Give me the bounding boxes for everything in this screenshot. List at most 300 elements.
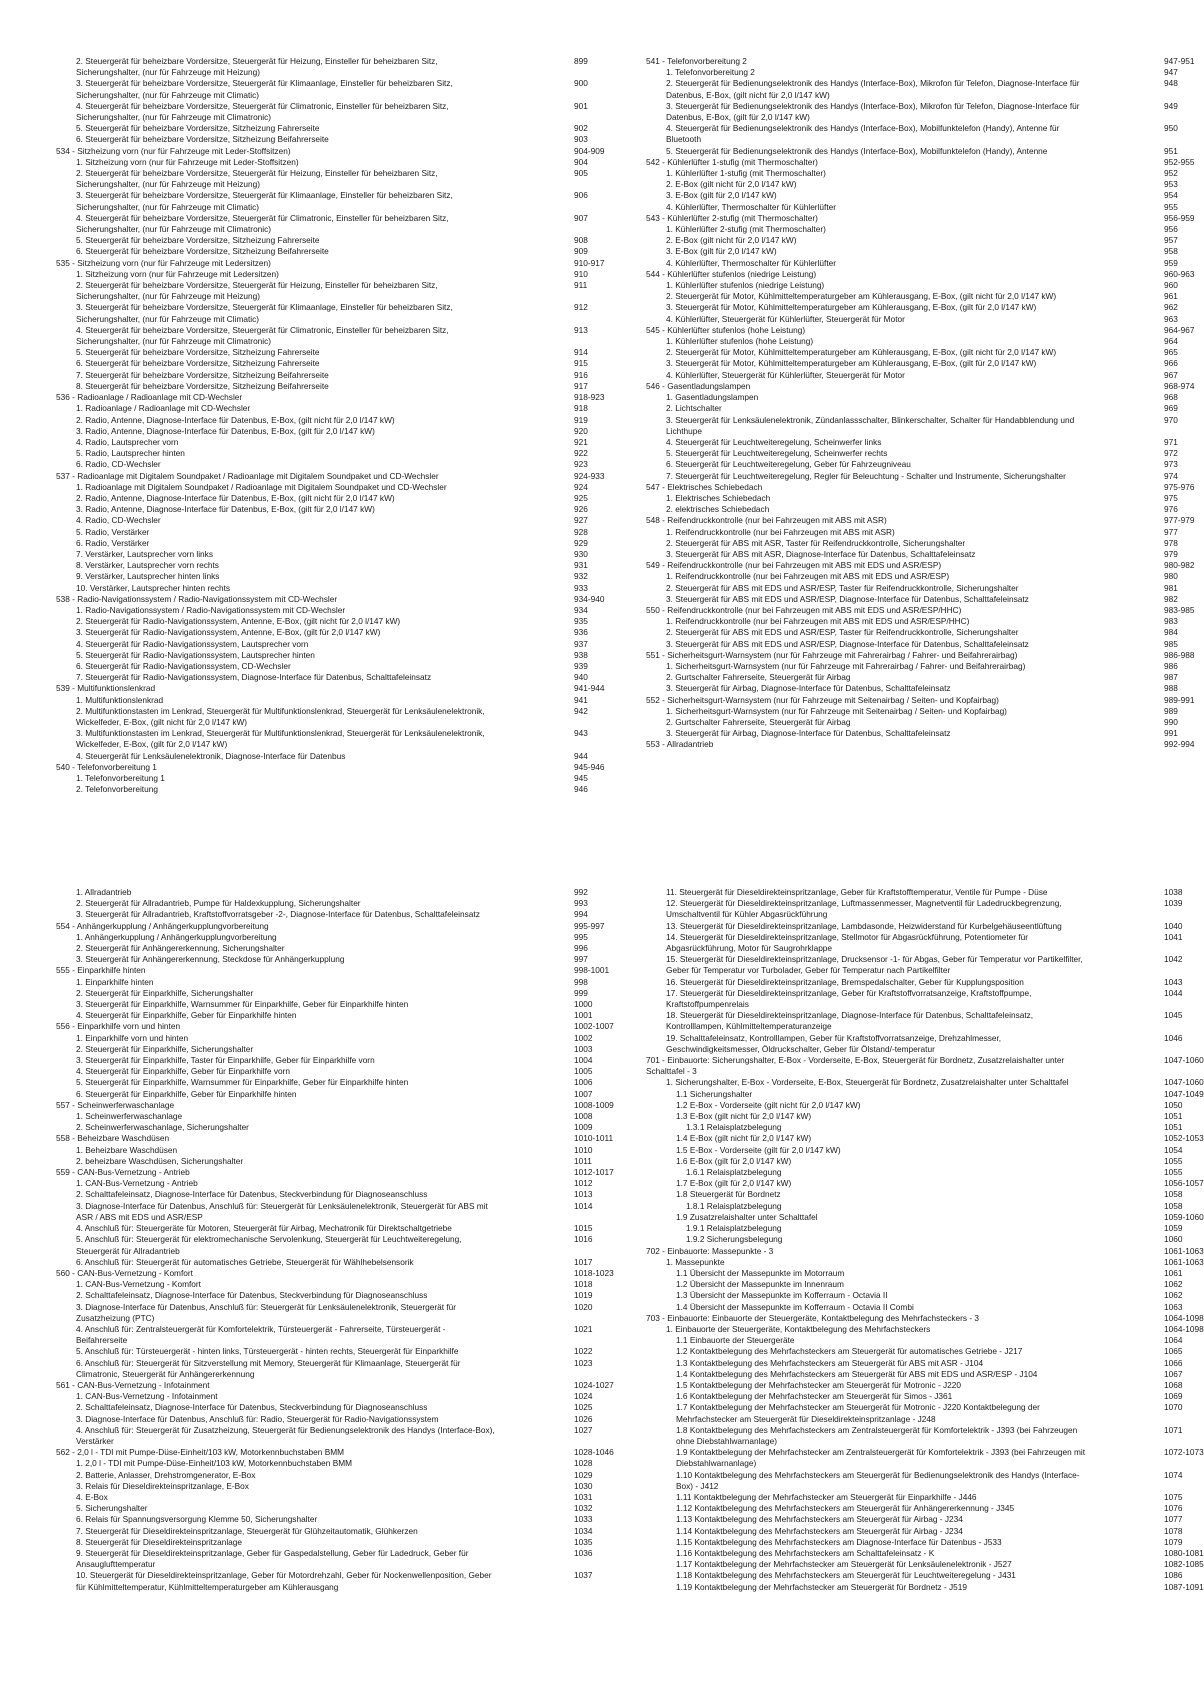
toc-entry	[56, 1223, 614, 1234]
toc-entry-title: 537 - Radioanlage mit Digitalem Soundpaket / Radioanlage mit Digitalem Soundpaket und CD-Wechsler	[56, 470, 439, 481]
toc-entry	[56, 1033, 614, 1044]
toc-entry-title: 1. CAN-Bus-Vernetzung - Komfort	[76, 1279, 201, 1290]
toc-entry-page: 992	[574, 887, 588, 897]
toc-entry-title: 4. Steuergerät für beheizbare Vordersitze, Steuergerät für Climatronic, Einsteller für beheizbaren Sitz, Sicherungshalter, (nur für Fahrzeuge mit Climatronic)	[76, 212, 449, 235]
toc-entry-page: 1074	[1164, 1469, 1183, 1480]
toc-entry-title: 8. Verstärker, Lautsprecher vorn rechts	[76, 560, 219, 571]
toc-entry-title: 3. Diagnose-Interface für Datenbus, Anschluß für: Steuergerät für Lenksäulenelektronik, Steuergerät für ABS mit ASR / ABS mit EDS und ASR/ESP	[76, 1200, 488, 1222]
toc-entry-title: 1. Sicherheitsgurt-Warnsystem (nur für Fahrzeuge mit Fahrerairbag / Fahrer- und Beifahrerairbag)	[666, 660, 1026, 671]
toc-entry	[56, 1470, 614, 1481]
toc-entry	[646, 1402, 1204, 1424]
toc-entry-title: 541 - Telefonvorbereitung 2	[646, 56, 747, 66]
toc-section	[646, 482, 1194, 493]
toc-entry-page: 928	[574, 526, 588, 537]
toc-entry	[56, 1346, 614, 1357]
toc-entry-title: 6. Steuergerät für beheizbare Vordersitze, Sitzheizung Fahrerseite	[76, 358, 320, 369]
toc-entry-title: 550 - Reifendruckkontrolle (nur bei Fahrzeugen mit ABS mit EDS und ASR/ESP/HHC)	[646, 604, 962, 615]
toc-entry	[56, 1189, 614, 1200]
toc-entry-page: 975-976	[1164, 481, 1195, 492]
toc-entry-title: 1.14 Kontaktbelegung des Mehrfachsteckers am Steuergerät für Airbag - J234	[676, 1525, 963, 1536]
toc-entry-title: 1. Sitzheizung vorn (nur für Fahrzeuge mit Leder-Stoffsitzen)	[76, 156, 299, 167]
toc-entry-title: 1.4 E-Box (gilt nicht für 2,0 l/147 kW)	[676, 1133, 812, 1144]
toc-entry	[646, 459, 1194, 470]
toc-entry-title: 4. Steuergerät für Leuchtweiteregelung, Scheinwerfer links	[666, 436, 882, 447]
toc-entry	[56, 1503, 614, 1514]
toc-entry-title: 1. CAN-Bus-Vernetzung - Antrieb	[76, 1178, 198, 1189]
toc-entry	[56, 1425, 614, 1447]
toc-entry-page: 958	[1164, 246, 1178, 257]
toc-entry	[56, 695, 604, 706]
toc-entry	[56, 909, 614, 920]
toc-entry-page: 977-979	[1164, 515, 1195, 526]
toc-entry-page: 1010-1011	[574, 1133, 614, 1144]
toc-entry-page: 1078	[1164, 1525, 1183, 1536]
toc-entry-title: 1.2 Kontaktbelegung des Mehrfachsteckers am Steuergerät für automatisches Getriebe - J217	[676, 1346, 1023, 1357]
toc-entry-title: 1.9.1 Relaisplatzbelegung	[686, 1223, 782, 1234]
toc-entry	[56, 1234, 614, 1256]
toc-entry-page: 905	[574, 168, 588, 179]
toc-entry-title: 1.18 Kontaktbelegung des Mehrfachsteckers am Steuergerät für Leuchtweiteregelung - J431	[676, 1570, 1016, 1581]
toc-entry-title: 5. Steuergerät für beheizbare Vordersitze, Sitzheizung Fahrerseite	[76, 235, 320, 246]
toc-entry-title: 4. Steuergerät für beheizbare Vordersitze, Steuergerät für Climatronic, Einsteller für beheizbaren Sitz, Sicherungshalter, (nur für Fahrzeuge mit Climatronic)	[76, 100, 449, 123]
toc-entry-page: 910-917	[574, 257, 605, 268]
toc-entry	[646, 932, 1204, 954]
toc-entry-page: 1022	[574, 1346, 593, 1357]
toc-entry-page: 961	[1164, 291, 1178, 302]
toc-entry-title: 7. Steuergerät für Radio-Navigationssystem, Diagnose-Interface für Datenbus, Schalttafeleinsatz	[76, 672, 432, 683]
toc-entry-page: 899	[574, 56, 588, 66]
toc-entry-title: 2. Steuergerät für ABS mit EDS und ASR/ESP, Taster für Reifendruckkontrolle, Sicherungshalter	[666, 582, 1019, 593]
toc-entry-title: 545 - Kühlerlüfter stufenlos (hohe Leistung)	[646, 324, 806, 335]
toc-entry-page: 989	[1164, 705, 1178, 716]
toc-entry-page: 998-1001	[574, 965, 610, 976]
toc-section	[56, 258, 604, 269]
toc-entry-title: 4. Kühlerlüfter, Steuergerät für Kühlerlüfter, Steuergerät für Motor	[666, 313, 905, 324]
toc-entry-title: 2. Batterie, Anlasser, Drehstromgenerator, E-Box	[76, 1469, 256, 1480]
toc-entry-title: 2. Radio, Antenne, Diagnose-Interface für Datenbus, E-Box, (gilt nicht für 2,0 l/147 kW)	[76, 492, 395, 503]
toc-entry-page: 1067	[1164, 1368, 1183, 1379]
toc-section	[646, 213, 1194, 224]
toc-entry-title: 1. Radioanlage / Radioanlage mit CD-Wechsler	[76, 403, 251, 414]
toc-entry-page: 1017	[574, 1256, 593, 1267]
toc-entry	[646, 336, 1194, 347]
toc-entry-title: 1. Einparkhilfe vorn und hinten	[76, 1032, 189, 1043]
toc-entry	[646, 1145, 1204, 1156]
toc-entry-page: 968	[1164, 392, 1178, 403]
toc-entry-title: 4. Steuergerät für Einparkhilfe, Geber für Einparkhilfe hinten	[76, 1010, 297, 1021]
toc-entry	[646, 898, 1204, 920]
toc-entry-page: 921	[574, 436, 588, 447]
toc-entry	[56, 1458, 614, 1469]
toc-entry-page: 916	[574, 369, 588, 380]
toc-entry-title: 1. Radio-Navigationssystem / Radio-Navigationssystem mit CD-Wechsler	[76, 604, 346, 615]
toc-entry-page: 1051	[1164, 1122, 1183, 1133]
toc-entry-page: 1028	[574, 1458, 593, 1469]
toc-entry-page: 982	[1164, 593, 1178, 604]
toc-entry-title: 548 - Reifendruckkontrolle (nur bei Fahrzeugen mit ABS mit ASR)	[646, 515, 887, 526]
toc-entry	[646, 146, 1194, 157]
toc-entry	[56, 988, 614, 999]
toc-entry	[56, 1257, 614, 1268]
toc-entry-title: 3. Steuergerät für Einparkhilfe, Warnsummer für Einparkhilfe, Geber für Einparkhilfe hinten	[76, 999, 409, 1010]
toc-entry-page: 976	[1164, 504, 1178, 515]
toc-entry-title: 1.3 E-Box (gilt nicht für 2,0 l/147 kW)	[676, 1111, 812, 1122]
toc-entry	[56, 773, 604, 784]
toc-entry-page: 902	[574, 123, 588, 134]
toc-entry	[56, 583, 604, 594]
toc-bottom-left	[56, 887, 614, 1593]
toc-entry	[646, 370, 1194, 381]
toc-entry-title: 1.19 Kontaktbelegung der Mehrfachstecker am Steuergerät für Bordnetz - J519	[676, 1581, 968, 1592]
toc-entry-page: 1005	[574, 1066, 593, 1077]
toc-entry-page: 1038	[1164, 887, 1183, 897]
toc-entry	[56, 1358, 614, 1380]
toc-entry-title: 554 - Anhängerkupplung / Anhängerkupplungvorbereitung	[56, 920, 269, 931]
toc-bottom-right	[646, 887, 1204, 1593]
toc-entry	[646, 706, 1194, 717]
toc-entry-title: 2. Telefonvorbereitung	[76, 784, 158, 795]
toc-entry-page: 970	[1164, 414, 1178, 425]
toc-entry-title: 1.17 Kontaktbelegung der Mehrfachstecker am Steuergerät für Lenksäulenelektronik - J527	[676, 1559, 1012, 1570]
toc-entry-page: 1071	[1164, 1424, 1183, 1435]
toc-entry-title: 561 - CAN-Bus-Vernetzung - Infotainment	[56, 1379, 210, 1390]
toc-section	[646, 269, 1194, 280]
toc-entry	[56, 1089, 614, 1100]
toc-entry-title: 1.1 Sicherungshalter	[676, 1088, 753, 1099]
toc-entry-title: 3. Steuergerät für Motor, Kühlmitteltemperaturgeber am Kühlerausgang, E-Box, (gilt für 2,0 l/147 kW)	[666, 302, 1037, 313]
toc-entry-page: 1068	[1164, 1379, 1183, 1390]
toc-entry-page: 1004	[574, 1055, 593, 1066]
toc-entry-title: 1.3.1 Relaisplatzbelegung	[686, 1122, 782, 1133]
toc-entry-title: 546 - Gasentladungslampen	[646, 380, 751, 391]
toc-entry-title: 5. Steuergerät für beheizbare Vordersitze, Sitzheizung Fahrerseite	[76, 347, 320, 358]
toc-entry-title: 2. Schalttafeleinsatz, Diagnose-Interface für Datenbus, Steckverbindung für Diagnoseanschluss	[76, 1290, 428, 1301]
toc-entry-page: 1040	[1164, 920, 1183, 931]
toc-entry-page: 946	[574, 784, 588, 795]
toc-entry	[646, 280, 1194, 291]
toc-entry-title: 559 - CAN-Bus-Vernetzung - Antrieb	[56, 1167, 190, 1178]
toc-entry	[646, 302, 1194, 313]
toc-entry-title: 1.8 Kontaktbelegung des Mehrfachsteckers am Zentralsteuergerät für Komfortelektrik - J393 (bei Fahrzeugen ohne Diebstahlwarnanlage)	[676, 1424, 1078, 1446]
toc-entry	[56, 661, 604, 672]
toc-entry-page: 937	[574, 638, 588, 649]
toc-entry	[56, 1122, 614, 1133]
toc-section	[646, 560, 1194, 571]
toc-section	[56, 1133, 614, 1144]
toc-entry-title: 1.2 E-Box - Vorderseite (gilt nicht für 2,0 l/147 kW)	[676, 1099, 861, 1110]
toc-entry	[646, 1346, 1204, 1357]
toc-entry-title: 1.16 Kontaktbelegung des Mehrfachsteckers am Schalttafeleinsatz - K	[676, 1547, 935, 1558]
toc-entry	[646, 1526, 1204, 1537]
toc-entry-title: 1.1 Übersicht der Massepunkte im Motorraum	[676, 1267, 845, 1278]
toc-entry	[56, 1302, 614, 1324]
toc-entry-title: 6. Steuergerät für Radio-Navigationssystem, CD-Wechsler	[76, 660, 291, 671]
toc-entry-page: 1029	[574, 1469, 593, 1480]
toc-top-left	[56, 56, 604, 795]
toc-entry-page: 954	[1164, 190, 1178, 201]
toc-entry-page: 949	[1164, 100, 1178, 111]
toc-entry-title: 1.9 Zusatzrelaishalter unter Schalttafel	[676, 1211, 818, 1222]
toc-entry	[646, 988, 1204, 1010]
toc-entry	[646, 921, 1204, 932]
toc-entry-page: 997	[574, 954, 588, 965]
toc-entry-title: 1.8 Steuergerät für Bordnetz	[676, 1189, 781, 1200]
toc-entry-page: 971	[1164, 436, 1178, 447]
toc-entry-title: 534 - Sitzheizung vorn (nur für Fahrzeuge mit Leder-Stoffsitzen)	[56, 145, 291, 156]
toc-entry	[56, 482, 604, 493]
toc-entry-title: 5. Steuergerät für Einparkhilfe, Warnsummer für Einparkhilfe, Geber für Einparkhilfe hinten	[76, 1077, 409, 1088]
toc-entry-title: 1. Sitzheizung vorn (nur für Fahrzeuge mit Ledersitzen)	[76, 268, 279, 279]
toc-entry	[56, 1324, 614, 1346]
toc-entry-page: 985	[1164, 638, 1178, 649]
toc-entry-page: 1028-1046	[574, 1447, 614, 1458]
toc-entry	[56, 1391, 614, 1402]
toc-entry-title: 1.3 Übersicht der Massepunkte im Kofferraum - Octavia II	[676, 1290, 888, 1301]
toc-entry-title: 1. Einparkhilfe hinten	[76, 976, 154, 987]
toc-entry-page: 991	[1164, 728, 1178, 739]
toc-entry-title: 1.4 Übersicht der Massepunkte im Kofferraum - Octavia II Combi	[676, 1301, 914, 1312]
toc-entry-title: 1.5 E-Box - Vorderseite (gilt für 2,0 l/147 kW)	[676, 1144, 841, 1155]
toc-entry-page: 926	[574, 504, 588, 515]
toc-entry	[56, 954, 614, 965]
toc-entry-title: 560 - CAN-Bus-Vernetzung - Komfort	[56, 1267, 193, 1278]
toc-entry-title: 1.1 Einbauorte der Steuergeräte	[676, 1335, 795, 1346]
toc-entry-title: 540 - Telefonvorbereitung 1	[56, 761, 157, 772]
toc-entry	[56, 347, 604, 358]
toc-entry-title: 5. Steuergerät für Bedienungselektronik des Handys (Interface-Box), Mobilfunktelefon (Handy), Antenne	[666, 145, 1048, 156]
toc-entry	[646, 1234, 1204, 1245]
toc-entry	[56, 1492, 614, 1503]
toc-entry-page: 1039	[1164, 898, 1183, 909]
toc-section	[56, 1021, 614, 1032]
toc-entry	[56, 134, 604, 145]
toc-entry-page: 964-967	[1164, 324, 1195, 335]
toc-section	[56, 471, 604, 482]
toc-entry-page: 966	[1164, 358, 1178, 369]
toc-entry-page: 955	[1164, 201, 1178, 212]
toc-entry-title: 549 - Reifendruckkontrolle (nur bei Fahrzeugen mit ABS mit EDS und ASR/ESP)	[646, 560, 942, 571]
toc-entry	[56, 784, 604, 795]
toc-entry-title: 702 - Einbauorte: Massepunkte - 3	[646, 1245, 774, 1256]
toc-entry-page: 1021	[574, 1323, 593, 1334]
toc-entry-title: 2. Steuergerät für beheizbare Vordersitze, Steuergerät für Heizung, Einsteller für beheizbaren Sitz, Sicherungshalter, (nur für Fahrzeuge mit Heizung)	[76, 168, 438, 190]
toc-entry-page: 1065	[1164, 1346, 1183, 1357]
toc-entry-page: 1002	[574, 1032, 593, 1043]
toc-entry	[646, 549, 1194, 560]
toc-entry-title: 9. Steuergerät für Dieseldirekteinspritzanlage, Geber für Gaspedalstellung, Geber für Ladedruck, Geber für Ansauglufttemperatur	[76, 1547, 469, 1570]
toc-entry	[56, 1414, 614, 1425]
toc-entry-title: 2. Schalttafeleinsatz, Diagnose-Interface für Datenbus, Steckverbindung für Diagnoseanschluss	[76, 1402, 428, 1413]
toc-entry	[56, 168, 604, 190]
toc-entry-page: 973	[1164, 459, 1178, 470]
toc-entry-page: 1019	[574, 1290, 593, 1301]
toc-entry	[646, 1380, 1204, 1391]
toc-entry-title: 1. Kühlerlüfter 1-stufig (mit Thermoschalter)	[666, 168, 826, 179]
toc-entry-title: 3. Steuergerät für Airbag, Diagnose-Interface für Datenbus, Schalttafeleinsatz	[666, 728, 951, 739]
toc-entry	[646, 67, 1194, 78]
toc-entry	[56, 1201, 614, 1223]
toc-section	[646, 605, 1194, 616]
toc-entry-page: 1032	[574, 1503, 593, 1514]
toc-section	[646, 56, 1194, 67]
toc-entry	[646, 415, 1194, 437]
toc-entry-page: 1006	[574, 1077, 593, 1088]
toc-entry-page: 963	[1164, 313, 1178, 324]
toc-entry-page: 981	[1164, 582, 1178, 593]
toc-entry-title: 3. Relais für Dieseldirekteinspritzanlage, E-Box	[76, 1480, 249, 1491]
toc-entry-page: 1061-1063	[1164, 1245, 1204, 1256]
toc-entry-page: 953	[1164, 179, 1178, 190]
toc-entry-page: 931	[574, 560, 588, 571]
toc-entry-title: 1. Multifunktionslenkrad	[76, 694, 164, 705]
toc-entry-page: 992-994	[1164, 739, 1195, 750]
toc-entry	[56, 403, 604, 414]
toc-entry-page: 909	[574, 246, 588, 257]
toc-entry-page: 923	[574, 459, 588, 470]
toc-entry	[56, 706, 604, 728]
toc-entry-page: 983-985	[1164, 604, 1195, 615]
toc-entry	[646, 594, 1194, 605]
toc-entry-title: 2. Steuergerät für Allradantrieb, Pumpe für Haldexkupplung, Sicherungshalter	[76, 898, 361, 909]
toc-entry-page: 948	[1164, 78, 1178, 89]
toc-entry	[646, 1156, 1204, 1167]
toc-entry	[646, 358, 1194, 369]
toc-entry-title: 6. Anschluß für: Steuergerät für Sitzverstellung mit Memory, Steuergerät für Klimaanlage, Steuergerät für Climatronic, Steuergerät für Anhängererkennung	[76, 1357, 461, 1379]
toc-section	[646, 739, 1194, 750]
toc-entry-page: 1012	[574, 1178, 593, 1189]
toc-entry	[646, 78, 1194, 100]
toc-entry-page: 1024	[574, 1391, 593, 1402]
toc-entry	[56, 381, 604, 392]
toc-entry	[56, 325, 604, 347]
toc-entry-title: 5. Steuergerät für Radio-Navigationssystem, Lautsprecher hinten	[76, 649, 315, 660]
toc-entry-title: 4. E-Box	[76, 1491, 108, 1502]
toc-entry-page: 934	[574, 604, 588, 615]
toc-entry-page: 1050	[1164, 1099, 1183, 1110]
toc-entry-page: 1013	[574, 1189, 593, 1200]
toc-entry	[56, 751, 604, 762]
toc-entry-title: 2. Radio, Antenne, Diagnose-Interface für Datenbus, E-Box, (gilt nicht für 2,0 l/147 kW)	[76, 414, 395, 425]
toc-entry-page: 968-974	[1164, 380, 1195, 391]
toc-entry-page: 906	[574, 190, 588, 201]
toc-entry-page: 995-997	[574, 920, 605, 931]
toc-entry-title: 703 - Einbauorte: Einbauorte der Steuergeräte, Kontaktbelegung des Mehrfachsteckers - 3	[646, 1312, 980, 1323]
toc-entry-page: 911	[574, 280, 588, 291]
toc-entry-title: 6. Relais für Spannungsversorgung Klemme 50, Sicherungshalter	[76, 1514, 318, 1525]
toc-entry	[646, 1570, 1204, 1581]
toc-entry-title: 553 - Allradantrieb	[646, 739, 714, 750]
toc-entry	[646, 1178, 1204, 1189]
toc-entry-title: 4. Steuergerät für Bedienungselektronik des Handys (Interface-Box), Mobilfunktelefon (Handy), Antenne für Bluetooth	[666, 123, 1060, 145]
toc-entry-page: 1014	[574, 1200, 593, 1211]
toc-entry-page: 995	[574, 931, 588, 942]
toc-entry-title: 1.12 Kontaktbelegung des Mehrfachsteckers am Steuergerät für Anhängererkennung - J345	[676, 1503, 1015, 1514]
toc-entry-page: 1003	[574, 1043, 593, 1054]
toc-entry	[646, 504, 1194, 515]
toc-entry-page: 983	[1164, 616, 1178, 627]
toc-entry	[56, 415, 604, 426]
toc-section	[646, 325, 1194, 336]
toc-section	[56, 146, 604, 157]
toc-entry	[56, 1481, 614, 1492]
toc-entry-title: 2. Gurtschalter Fahrerseite, Steuergerät für Airbag	[666, 716, 851, 727]
toc-entry-title: 1. Reifendruckkontrolle (nur bei Fahrzeugen mit ABS mit ASR)	[666, 526, 895, 537]
toc-entry-title: 8. Steuergerät für Dieseldirekteinspritzanlage	[76, 1536, 243, 1547]
toc-section	[56, 762, 604, 773]
toc-entry-page: 1008-1009	[574, 1099, 614, 1110]
toc-entry-title: 1. Sicherheitsgurt-Warnsystem (nur für Fahrzeuge mit Seitenairbag / Seiten- und Kopfairbag)	[666, 705, 1007, 716]
toc-entry-title: 1. Beheizbare Waschdüsen	[76, 1144, 178, 1155]
toc-entry-page: 918	[574, 403, 588, 414]
toc-entry-page: 939	[574, 660, 588, 671]
toc-entry-page: 979	[1164, 548, 1178, 559]
toc-entry	[646, 1212, 1204, 1223]
toc-entry-title: 562 - 2,0 l - TDI mit Pumpe-Düse-Einheit/103 kW, Motorkennbuchstaben BMM	[56, 1447, 345, 1458]
toc-entry	[646, 1290, 1204, 1301]
toc-entry-page: 934-940	[574, 593, 605, 604]
toc-entry-page: 945	[574, 773, 588, 783]
toc-entry-page: 920	[574, 425, 588, 436]
toc-entry-title: 16. Steuergerät für Dieseldirekteinspritzanlage, Bremspedalschalter, Geber für Kupplungsposition	[666, 976, 1024, 987]
toc-entry-title: 547 - Elektrisches Schiebedach	[646, 481, 763, 492]
toc-entry-title: 1. Allradantrieb	[76, 887, 132, 897]
toc-entry-page: 924	[574, 481, 588, 492]
toc-entry-page: 989-991	[1164, 694, 1195, 705]
toc-entry-page: 1060	[1164, 1234, 1183, 1245]
toc-entry	[56, 627, 604, 638]
toc-entry-title: 1. Sicherungshalter, E-Box - Vorderseite, E-Box, Steuergerät für Bordnetz, Zusatzrelaishalter unter Schalttafel	[666, 1077, 1069, 1088]
toc-entry	[646, 1122, 1204, 1133]
toc-entry-title: 3. Steuergerät für Anhängererkennung, Steckdose für Anhängerkupplung	[76, 954, 345, 965]
toc-entry	[646, 235, 1194, 246]
toc-entry-page: 1066	[1164, 1357, 1183, 1368]
toc-entry-title: 2. Steuergerät für ABS mit EDS und ASR/ESP, Taster für Reifendruckkontrolle, Sicherungshalter	[666, 627, 1019, 638]
toc-entry	[646, 437, 1194, 448]
toc-entry-page: 998	[574, 976, 588, 987]
toc-entry	[56, 672, 604, 683]
toc-entry	[646, 403, 1194, 414]
toc-entry-page: 903	[574, 134, 588, 145]
toc-entry	[56, 549, 604, 560]
toc-entry-title: 6. Radio, CD-Wechsler	[76, 459, 161, 470]
toc-entry-page: 957	[1164, 235, 1178, 246]
toc-entry	[56, 650, 604, 661]
toc-entry-page: 960-963	[1164, 268, 1195, 279]
toc-entry-title: 3. Radio, Antenne, Diagnose-Interface für Datenbus, E-Box, (gilt für 2,0 l/147 kW)	[76, 504, 375, 515]
toc-entry	[56, 1514, 614, 1525]
toc-entry-title: 1. 2,0 l - TDI mit Pumpe-Düse-Einheit/103 kW, Motorkennbuchstaben BMM	[76, 1458, 353, 1469]
toc-entry	[56, 571, 604, 582]
toc-entry	[56, 560, 604, 571]
toc-entry	[56, 235, 604, 246]
toc-entry-title: 544 - Kühlerlüfter stufenlos (niedrige Leistung)	[646, 268, 817, 279]
toc-entry-title: 10. Verstärker, Lautsprecher hinten rechts	[76, 582, 231, 593]
toc-entry-title: 8. Steuergerät für beheizbare Vordersitze, Sitzheizung Beifahrerseite	[76, 380, 329, 391]
toc-entry-page: 1080-1081	[1164, 1547, 1204, 1558]
toc-entry-page: 932	[574, 571, 588, 582]
toc-entry-page: 930	[574, 548, 588, 559]
toc-entry-page: 994	[574, 909, 588, 920]
toc-entry-title: 3. Steuergerät für ABS mit EDS und ASR/ESP, Diagnose-Interface für Datenbus, Schalttafeleinsatz	[666, 638, 1029, 649]
toc-entry-title: 3. Diagnose-Interface für Datenbus, Anschluß für: Radio, Steuergerät für Radio-Navigationssystem	[76, 1413, 439, 1424]
toc-entry	[56, 1010, 614, 1021]
toc-entry	[646, 246, 1194, 257]
toc-entry-title: 5. Steuergerät für Leuchtweiteregelung, Scheinwerfer rechts	[666, 448, 888, 459]
toc-entry	[56, 639, 604, 650]
toc-entry	[646, 314, 1194, 325]
toc-entry-title: 19. Schalttafeleinsatz, Kontrolllampen, Geber für Kraftstoffvorratsanzeige, Drehzahlmesser, Geschwindigkeitsmesser, Öldruckschalter, Geber für Ölstand/-temperatur	[666, 1032, 1002, 1054]
toc-section	[56, 683, 604, 694]
